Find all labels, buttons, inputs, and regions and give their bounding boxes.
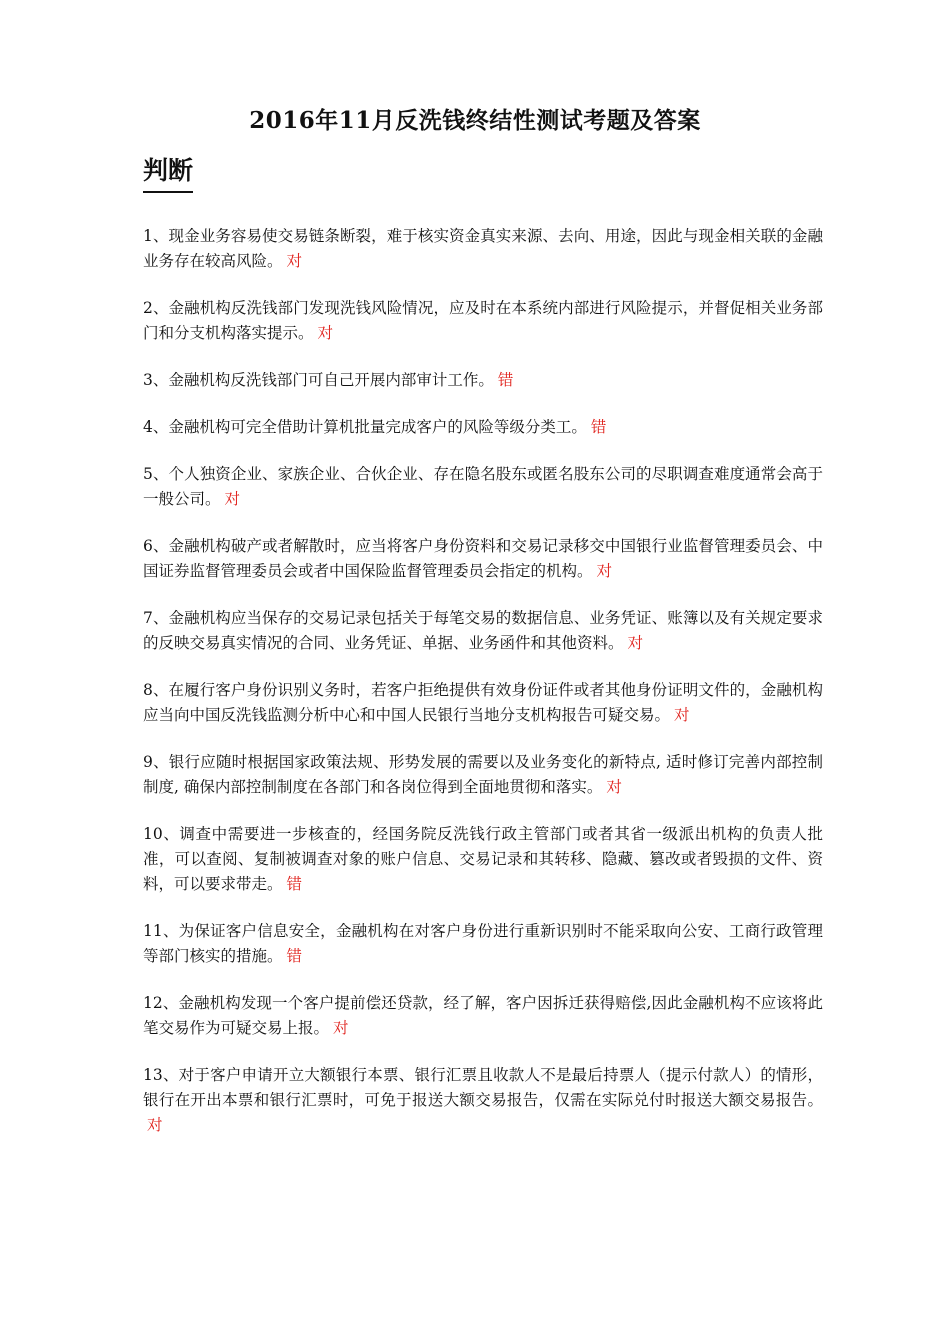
answer-label: 对: [627, 634, 644, 652]
answer-label: 对: [596, 562, 613, 580]
question-list: [143, 224, 823, 1160]
question-item: [143, 678, 823, 728]
answer-label: 对: [147, 1116, 163, 1134]
answer-label: 对: [317, 324, 334, 342]
question-item: [143, 991, 823, 1041]
question-text: 5、个人独资企业、家族企业、合伙企业、存在隐名股东或匿名股东公司的尽职调查难度通常会高于一般公司。: [143, 465, 823, 508]
question-item: [143, 368, 823, 393]
answer-label: 对: [606, 778, 622, 796]
question-item: [143, 1063, 823, 1138]
question-text: 10、调查中需要进一步核查的，经国务院反洗钱行政主管部门或者其省一级派出机构的负责人批准，可以查阅、复制被调查对象的账户信息、交易记录和其转移、隐藏、篡改或者毁损的文件、资料，可以要求带走。: [143, 825, 823, 893]
answer-label: 错: [590, 418, 607, 436]
answer-label: 对: [333, 1019, 349, 1037]
question-text: 1、现金业务容易使交易链条断裂，难于核实资金真实来源、去向、用途，因此与现金相关联的金融业务存在较高风险。: [143, 227, 823, 270]
question-text: 7、金融机构应当保存的交易记录包括关于每笔交易的数据信息、业务凭证、账簿以及有关规定要求的反映交易真实情况的合同、业务凭证、单据、业务函件和其他资料。: [143, 609, 823, 652]
question-item: [143, 415, 823, 440]
question-text: 12、金融机构发现一个客户提前偿还贷款，经了解，客户因拆迁获得赔偿,因此金融机构不应该将此笔交易作为可疑交易上报。: [143, 994, 823, 1037]
question-item: [143, 462, 823, 512]
question-text: 8、在履行客户身份识别义务时，若客户拒绝提供有效身份证件或者其他身份证明文件的，金融机构应当向中国反洗钱监测分析中心和中国人民银行当地分支机构报告可疑交易。: [143, 681, 823, 724]
question-item: [143, 822, 823, 897]
question-text: 6、金融机构破产或者解散时，应当将客户身份资料和交易记录移交中国银行业监督管理委员会、中国证券监督管理委员会或者中国保险监督管理委员会指定的机构。: [143, 537, 823, 580]
question-item: [143, 919, 823, 969]
question-item: [143, 296, 823, 346]
answer-label: 对: [674, 706, 690, 724]
question-text: 3、金融机构反洗钱部门可自己开展内部审计工作。: [143, 371, 494, 389]
question-item: [143, 224, 823, 274]
document-title: 2016年11月反洗钱终结性测试考题及答案: [249, 107, 701, 134]
answer-label: 对: [286, 252, 303, 270]
question-text: 4、金融机构可完全借助计算机批量完成客户的风险等级分类工。: [143, 418, 587, 436]
question-text: 9、银行应随时根据国家政策法规、形势发展的需要以及业务变化的新特点, 适时修订完善内部控制制度, 确保内部控制制度在各部门和各岗位得到全面地贯彻和落实。: [143, 753, 823, 796]
question-text: 13、对于客户申请开立大额银行本票、银行汇票且收款人不是最后持票人（提示付款人）的情形，银行在开出本票和银行汇票时，可免于报送大额交易报告，仅需在实际兑付时报送大额交易报告。: [143, 1066, 823, 1109]
question-item: [143, 750, 823, 800]
question-text: 2、金融机构反洗钱部门发现洗钱风险情况，应及时在本系统内部进行风险提示，并督促相关业务部门和分支机构落实提示。: [143, 299, 823, 342]
answer-label: 对: [224, 490, 241, 508]
question-item: [143, 534, 823, 584]
question-item: [143, 606, 823, 656]
answer-label: 错: [286, 947, 303, 965]
answer-label: 错: [497, 371, 514, 389]
answer-label: 错: [286, 875, 303, 893]
question-text: 11、为保证客户信息安全，金融机构在对客户身份进行重新识别时不能采取向公安、工商行政管理等部门核实的措施。: [143, 922, 823, 965]
section-heading: 判断: [143, 151, 193, 193]
